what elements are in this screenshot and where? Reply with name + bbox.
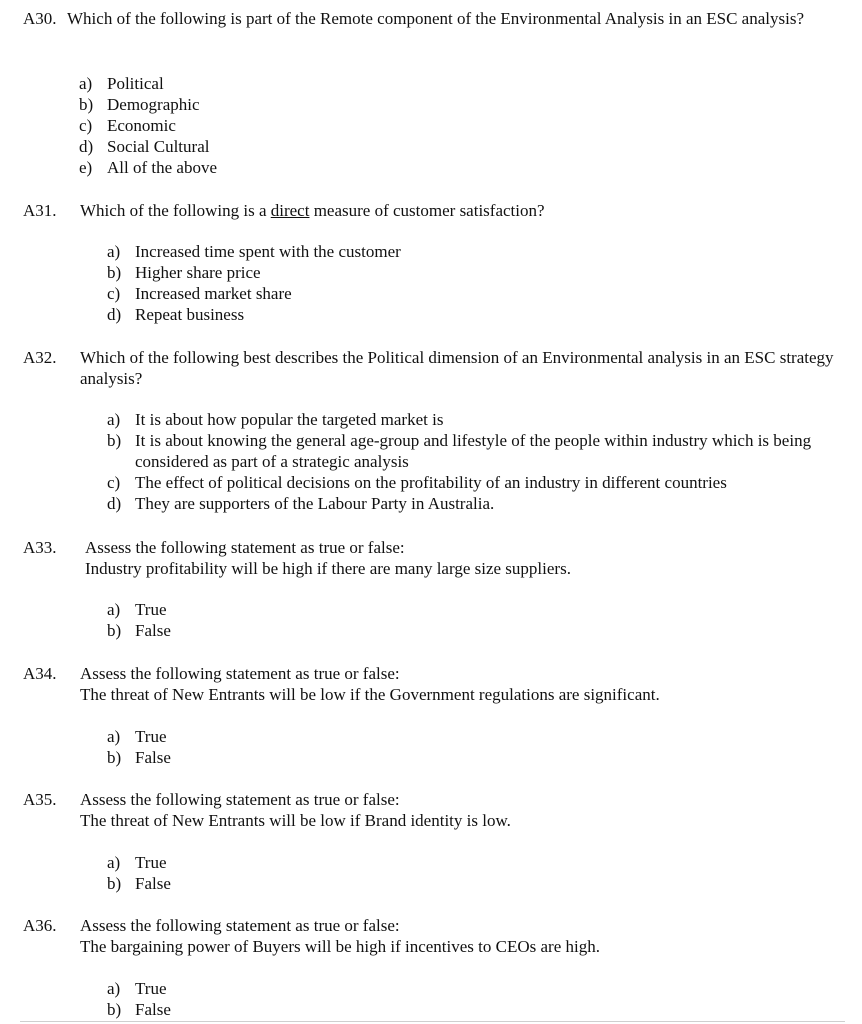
options-list: [107, 978, 407, 1020]
option-letter: a): [107, 600, 121, 619]
question-prompt: Assess the following statement as true or false:: [85, 538, 405, 557]
option-text: Social Cultural: [107, 137, 210, 156]
question-text: Which of the following best describes the Political dimension of an Environmental analysis in an ESC strategy analysis?: [80, 348, 834, 388]
option-text: Demographic: [107, 95, 200, 114]
option-item[interactable]: [79, 73, 479, 94]
question-statement: The bargaining power of Buyers will be high if incentives to CEOs are high.: [80, 937, 600, 956]
option-item[interactable]: [107, 726, 407, 747]
option-letter: d): [79, 137, 94, 156]
option-item[interactable]: [107, 599, 407, 620]
option-letter: d): [107, 494, 122, 513]
option-text: Increased market share: [135, 284, 292, 303]
option-text: They are supporters of the Labour Party in Australia.: [135, 494, 495, 513]
option-item[interactable]: [107, 852, 407, 873]
option-letter: e): [79, 158, 93, 177]
question-text: [80, 915, 840, 957]
option-text: All of the above: [107, 158, 217, 177]
question-number: A34.: [23, 664, 57, 683]
question-prompt: Assess the following statement as true or false:: [80, 916, 400, 935]
option-text: False: [135, 748, 171, 767]
option-item[interactable]: [107, 262, 607, 283]
question-text: [80, 200, 820, 221]
question-number: A30.: [23, 9, 57, 28]
option-item[interactable]: [107, 620, 407, 641]
options-list: [107, 599, 407, 641]
question-prompt: Assess the following statement as true or false:: [80, 664, 400, 683]
option-letter: b): [107, 874, 122, 893]
underlined-word: direct: [270, 201, 310, 220]
option-item[interactable]: [107, 493, 832, 514]
option-text: True: [135, 979, 167, 998]
question-number: A32.: [23, 348, 57, 367]
question-prompt: Assess the following statement as true or false:: [80, 790, 400, 809]
option-item[interactable]: [107, 978, 407, 999]
options-list: [107, 852, 407, 894]
option-item[interactable]: [107, 409, 832, 430]
question-number: A35.: [23, 790, 57, 809]
option-letter: b): [107, 263, 122, 282]
option-item[interactable]: [107, 304, 607, 325]
option-item[interactable]: [107, 472, 832, 493]
options-list: [107, 726, 407, 768]
option-text: It is about how popular the targeted market is: [135, 410, 444, 429]
question-statement: Industry profitability will be high if there are many large size suppliers.: [85, 559, 571, 578]
option-text: Political: [107, 74, 164, 93]
option-text: True: [135, 853, 167, 872]
question-text: [80, 663, 840, 705]
option-letter: a): [107, 242, 121, 261]
option-text: Higher share price: [135, 263, 261, 282]
option-letter: b): [107, 621, 122, 640]
question-statement: The threat of New Entrants will be low if the Government regulations are significant.: [80, 685, 660, 704]
option-letter: a): [107, 727, 121, 746]
options-list: [107, 409, 832, 514]
option-letter: b): [107, 431, 122, 450]
option-text: False: [135, 874, 171, 893]
option-letter: a): [107, 410, 121, 429]
option-item[interactable]: [79, 136, 479, 157]
option-item[interactable]: [107, 747, 407, 768]
option-letter: c): [79, 116, 93, 135]
options-list: [79, 73, 479, 178]
option-text: Increased time spent with the customer: [135, 242, 401, 261]
option-text: It is about knowing the general age-group and lifestyle of the people within industry which is being considered as part of a strategic analysis: [135, 431, 812, 471]
option-item[interactable]: [79, 115, 479, 136]
option-letter: b): [79, 95, 94, 114]
option-text: Repeat business: [135, 305, 245, 324]
page-bottom-rule: [20, 1021, 845, 1022]
question-text: Which of the following is part of the Remote component of the Environmental Analysis in an ESC analysis?: [67, 9, 804, 28]
option-item[interactable]: [107, 241, 607, 262]
option-letter: a): [107, 979, 121, 998]
option-letter: a): [79, 74, 93, 93]
option-letter: c): [107, 473, 121, 492]
question-number: A36.: [23, 916, 57, 935]
question-text-end: measure of customer satisfaction?: [309, 201, 545, 220]
question-number: A31.: [23, 201, 57, 220]
option-text: False: [135, 621, 171, 640]
question-text: [80, 789, 840, 831]
option-text: True: [135, 600, 167, 619]
option-text: The effect of political decisions on the profitability of an industry in different countries: [135, 473, 727, 492]
question-text: [85, 537, 825, 579]
option-text: False: [135, 1000, 171, 1019]
question-statement: The threat of New Entrants will be low if Brand identity is low.: [80, 811, 511, 830]
option-letter: d): [107, 305, 122, 324]
option-item[interactable]: [107, 873, 407, 894]
question-text-start: Which of the following is a: [80, 201, 271, 220]
option-text: True: [135, 727, 167, 746]
option-letter: b): [107, 1000, 122, 1019]
option-letter: c): [107, 284, 121, 303]
question-number: A33.: [23, 538, 57, 557]
option-item[interactable]: [107, 283, 607, 304]
option-letter: b): [107, 748, 122, 767]
option-text: Economic: [107, 116, 176, 135]
option-item[interactable]: [79, 94, 479, 115]
option-item[interactable]: [107, 999, 407, 1020]
options-list: [107, 241, 607, 325]
option-letter: a): [107, 853, 121, 872]
option-item[interactable]: [79, 157, 479, 178]
option-item[interactable]: [107, 430, 832, 472]
